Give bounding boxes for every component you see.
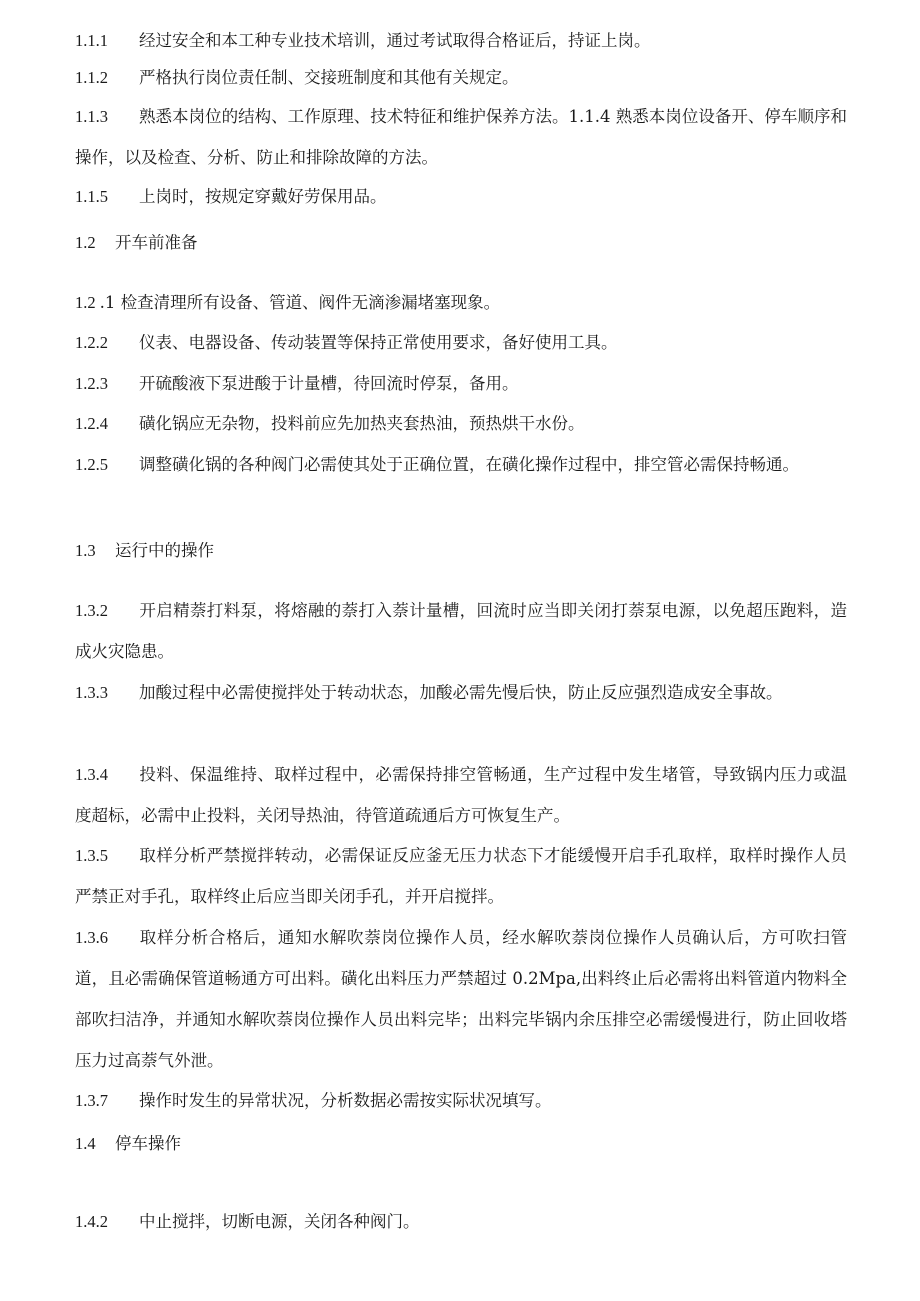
paragraph-1-3-6 xyxy=(75,917,847,1081)
section-number: 1.1.3 xyxy=(75,107,108,126)
paragraph-1-1-3 xyxy=(75,96,847,178)
heading-text: 停车操作 xyxy=(115,1134,181,1153)
paragraph-text: 上岗时，按规定穿戴好劳保用品。 xyxy=(139,187,387,206)
heading-1-4 xyxy=(75,1123,847,1164)
paragraph-text: 严格执行岗位责任制、交接班制度和其他有关规定。 xyxy=(139,68,519,87)
section-number: 1.4.2 xyxy=(75,1212,108,1231)
paragraph-1-3-4 xyxy=(75,754,847,836)
section-number: 1.3.5 xyxy=(75,846,108,865)
section-number: 1.2 xyxy=(75,293,96,312)
paragraph-text: 加酸过程中必需使搅拌处于转动状态，加酸必需先慢后快，防止反应强烈造成安全事故。 xyxy=(139,683,783,702)
paragraph-1-2-1 xyxy=(75,282,847,323)
section-number: 1.2.2 xyxy=(75,333,108,352)
paragraph-1-2-2 xyxy=(75,322,847,363)
paragraph-text: 投料、保温维持、取样过程中，必需保持排空管畅通，生产过程中发生堵管，导致锅内压力或温度超标，必需中止投料，关闭导热油，待管道疏通后方可恢复生产。 xyxy=(75,765,847,825)
section-number: 1.1.1 xyxy=(75,31,108,50)
heading-1-3 xyxy=(75,530,847,571)
paragraph-1-1-1 xyxy=(75,20,847,61)
paragraph-1-3-5 xyxy=(75,835,847,917)
paragraph-text: 开启精萘打料泵，将熔融的萘打入萘计量槽，回流时应当即关闭打萘泵电源，以免超压跑料，造成火灾隐患。 xyxy=(75,601,847,661)
paragraph-1-2-5 xyxy=(75,444,847,485)
paragraph-text: 经过安全和本工种专业技术培训，通过考试取得合格证后，持证上岗。 xyxy=(139,31,651,50)
section-number: 1.1.5 xyxy=(75,187,108,206)
paragraph-text: 仪表、电器设备、传动装置等保持正常使用要求，备好使用工具。 xyxy=(139,333,618,352)
section-number: 1.3.6 xyxy=(75,928,108,947)
paragraph-text: 操作时发生的异常状况，分析数据必需按实际状况填写。 xyxy=(139,1091,552,1110)
paragraph-text: 开硫酸液下泵进酸于计量槽，待回流时停泵，备用。 xyxy=(139,374,519,393)
section-number: 1.3.4 xyxy=(75,765,108,784)
paragraph-1-2-4 xyxy=(75,403,847,444)
section-number: 1.2.4 xyxy=(75,414,108,433)
paragraph-1-2-3 xyxy=(75,363,847,404)
paragraph-text: 调整磺化锅的各种阀门必需使其处于正确位置，在磺化操作过程中，排空管必需保持畅通。 xyxy=(139,455,799,474)
paragraph-text: 取样分析严禁搅拌转动，必需保证反应釜无压力状态下才能缓慢开启手孔取样，取样时操作人员严禁正对手孔，取样终止后应当即关闭手孔，并开启搅拌。 xyxy=(75,846,847,906)
heading-text: 运行中的操作 xyxy=(115,541,214,560)
paragraph-text: 中止搅拌，切断电源，关闭各种阀门。 xyxy=(139,1212,420,1231)
section-number: 1.3.7 xyxy=(75,1091,108,1110)
section-number: 1.2.5 xyxy=(75,455,108,474)
paragraph-1-3-2 xyxy=(75,590,847,672)
section-number: 1.2.3 xyxy=(75,374,108,393)
section-number: 1.3.2 xyxy=(75,601,108,620)
paragraph-1-1-2 xyxy=(75,57,847,98)
paragraph-1-3-7 xyxy=(75,1080,847,1121)
section-number: 1.3 xyxy=(75,541,96,560)
heading-text: 开车前准备 xyxy=(115,233,198,252)
paragraph-1-4-2 xyxy=(75,1201,847,1242)
paragraph-text: 磺化锅应无杂物，投料前应先加热夹套热油，预热烘干水份。 xyxy=(139,414,585,433)
paragraph-text: 取样分析合格后，通知水解吹萘岗位操作人员，经水解吹萘岗位操作人员确认后，方可吹扫管道，且必需确保管道畅通方可出料。磺化出料压力严禁超过 0.2Mpa,出料终止后必需将出料管道内物料全部吹扫洁净，并通知水解吹萘岗位操作人员出料完毕；出料完毕锅内余压排空必需缓慢进行，防止回收塔压力过高萘气外泄。 xyxy=(75,928,847,1070)
section-number: 1.4 xyxy=(75,1134,96,1153)
section-number: 1.3.3 xyxy=(75,683,108,702)
heading-1-2 xyxy=(75,222,847,263)
paragraph-text: 熟悉本岗位的结构、工作原理、技术特征和维护保养方法。1.1.4 熟悉本岗位设备开、停车顺序和操作，以及检查、分析、防止和排除故障的方法。 xyxy=(75,107,847,167)
paragraph-1-1-5 xyxy=(75,176,847,217)
section-number: 1.2 xyxy=(75,233,96,252)
section-number: 1.1.2 xyxy=(75,68,108,87)
paragraph-1-3-3 xyxy=(75,672,847,713)
paragraph-text: .1 检查清理所有设备、管道、阀件无滴渗漏堵塞现象。 xyxy=(99,293,501,312)
